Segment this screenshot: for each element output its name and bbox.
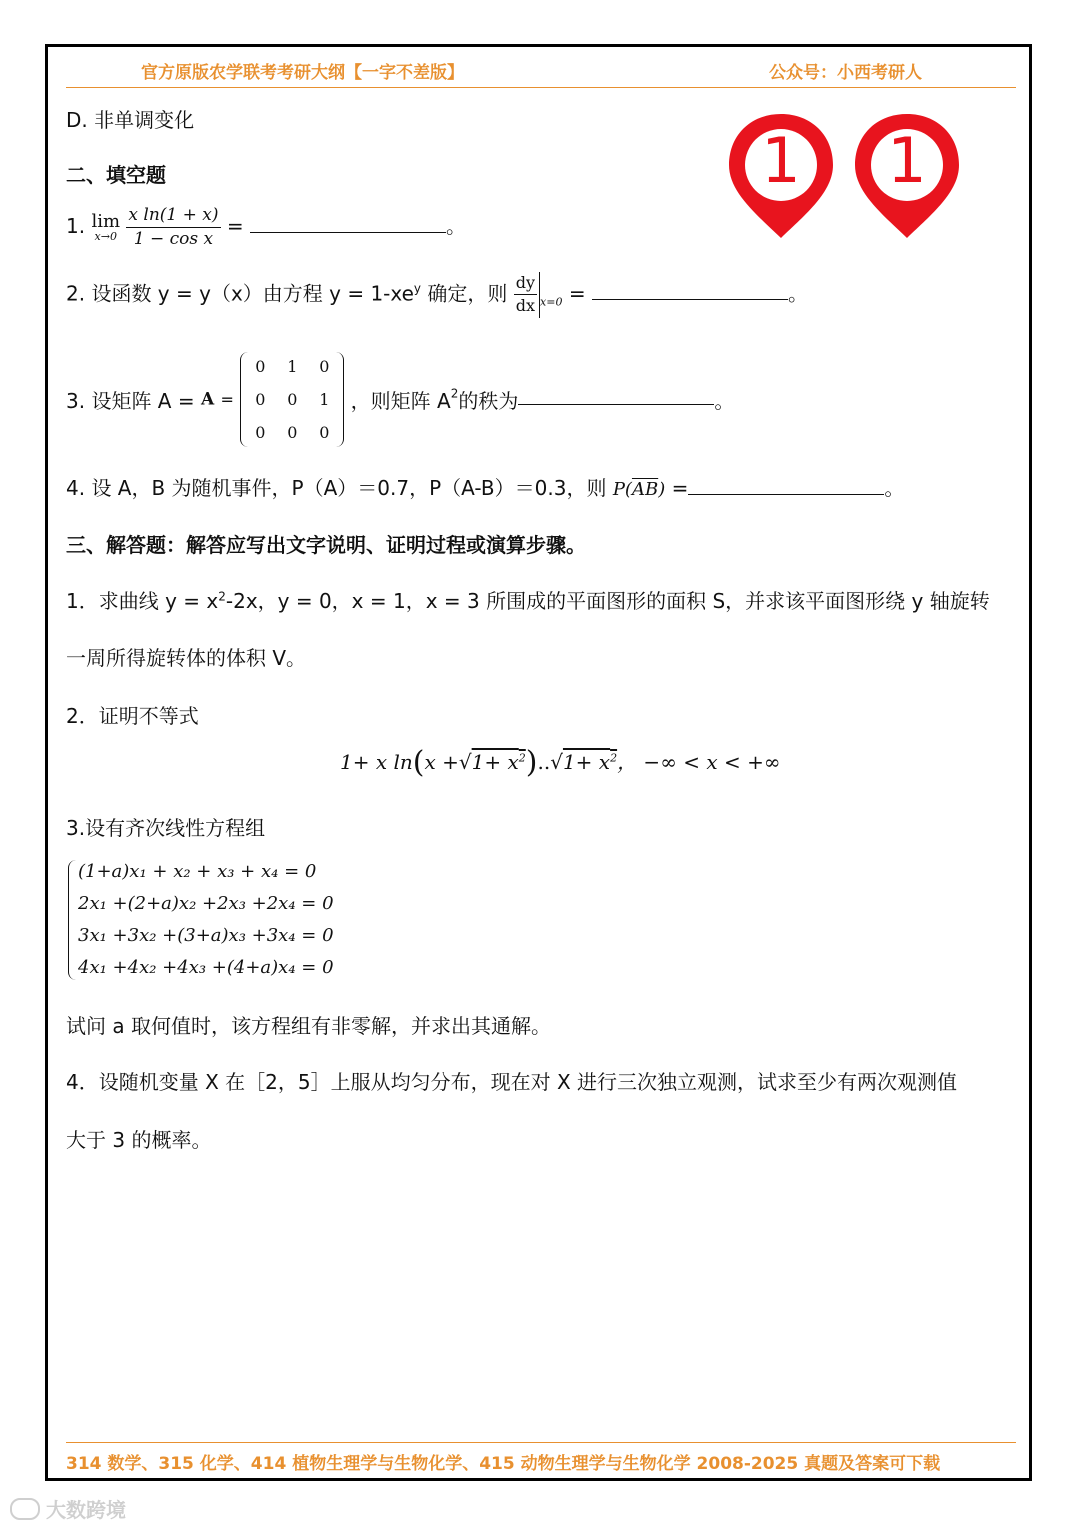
answer-blank [250, 214, 446, 233]
answer-blank [518, 386, 714, 405]
section-3-title: 三、解答题：解答应写出文字说明、证明过程或演算步骤。 [66, 533, 586, 557]
watermark-logo-icon [10, 1498, 40, 1520]
footer-note: 314 数学、315 化学、414 植物生理学与生物化学、415 动物生理学与生物化学 2008-2025 真题及答案可下载 [66, 1454, 941, 1474]
matrix-a: 0 1 0 0 0 1 0 0 0 [240, 350, 344, 449]
answer-question-3-title: 3.设有齐次线性方程组 [66, 816, 266, 840]
fill-question-3: 3. 设矩阵 A = A = 0 1 0 0 0 1 0 0 0 ，则矩阵 $A^2$的秩为 。 [66, 350, 734, 449]
badge-digit: 1 [887, 124, 927, 197]
system-brace [68, 860, 77, 980]
number-badge-1 [726, 110, 836, 246]
header-divider [66, 87, 1016, 88]
answer-question-2-title: 2．证明不等式 [66, 704, 199, 728]
header-title: 官方原版农学联考考研大纲【一字不差版】 [141, 63, 464, 83]
answer-question-1-line-1: 1．求曲线 $y = x^2-2x$，y = 0，x = 1，x = 3 所围成的平面图形的面积 S，并求该平面图形绕 y 轴旋转 [66, 589, 990, 613]
fill-question-4: 4. 设 A，B 为随机事件，P（A）＝0.7，P（A-B）＝0.3，则 $P(\overline{AB})$ = 。 [66, 476, 905, 500]
equation: 3x₁ +3x₂ +(3+a)x₃ +3x₄ = 0 [78, 925, 334, 946]
section-2-title: 二、填空题 [66, 163, 166, 187]
answer-question-4-line-2: 大于 3 的概率。 [66, 1128, 212, 1152]
answer-question-4-line-1: 4．设随机变量 X 在［2，5］上服从均匀分布，现在对 X 进行三次独立观测，试求至少有两次观测值 [66, 1070, 958, 1094]
badge-digit: 1 [761, 124, 801, 197]
equation: 4x₁ +4x₂ +4x₃ +(4+a)x₄ = 0 [78, 957, 334, 978]
fill-question-2: 2. 设函数 y = y（x）由方程 $y = 1-xe^y$ 确定，则 $\frac{dy}{dx}$ $_{x=0}$ = 。 [66, 272, 808, 318]
answer-blank [592, 281, 788, 300]
equation: 2x₁ +(2+a)x₂ +2x₃ +2x₄ = 0 [78, 893, 334, 914]
inequality-formula: 1+ x $\ln(x +√1+ x^2)..√1+ x^2$， −∞ < x < +∞ [340, 745, 781, 780]
watermark: 大数跨境 [10, 1494, 126, 1523]
answer-question-3-ask: 试问 a 取何值时，该方程组有非零解，并求出其通解。 [66, 1014, 551, 1038]
fill-question-1: 1. lim x→0 $\frac{\text{x ln(1 + x)}}{\text{1 − cos x}}$ = 。 [66, 205, 466, 249]
footer-divider [66, 1442, 1016, 1443]
option-d: D. 非单调变化 [66, 108, 195, 132]
answer-question-1-line-2: 一周所得旋转体的体积 V。 [66, 646, 307, 670]
answer-blank [688, 476, 884, 495]
equation: (1+a)x₁ + x₂ + x₃ + x₄ = 0 [78, 861, 317, 882]
equation-system [68, 856, 334, 984]
number-badge-2 [852, 110, 962, 246]
header-account: 公众号：小西考研人 [769, 63, 922, 83]
